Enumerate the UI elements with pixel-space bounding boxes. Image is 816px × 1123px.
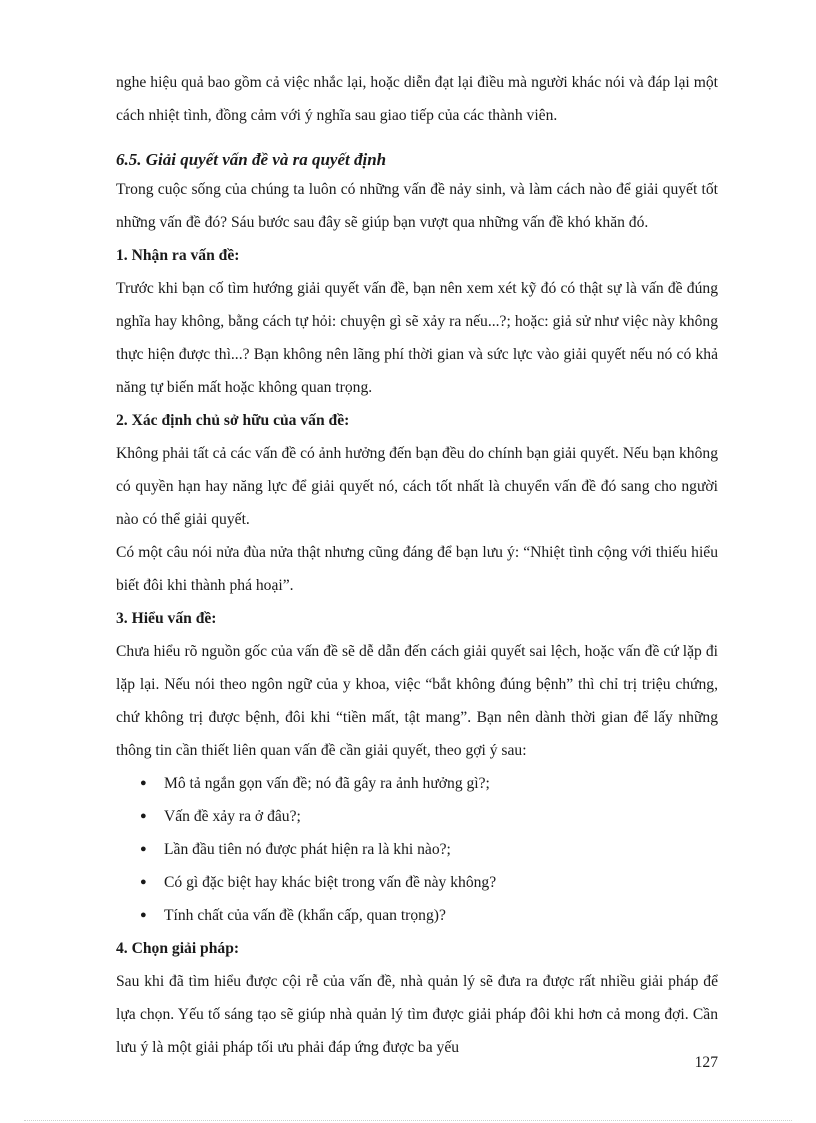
step3-bullet-list	[116, 767, 718, 932]
list-item-text: Tính chất của vấn đề (khẩn cấp, quan trọng)?	[164, 907, 446, 924]
step1-heading: 1. Nhận ra vấn đề:	[116, 247, 240, 264]
step2-heading: 2. Xác định chủ sở hữu của vấn đề:	[116, 412, 350, 429]
intro-paragraph: nghe hiệu quả bao gồm cả việc nhắc lại, hoặc diễn đạt lại điều mà người khác nói và đáp lại một cách nhiệt tình, đồng cảm với ý nghĩa sau giao tiếp của các thành viên.	[116, 74, 718, 124]
list-item-text: Vấn đề xảy ra ở đâu?;	[164, 808, 301, 825]
list-item	[140, 866, 718, 899]
bullet-icon: ●	[140, 909, 147, 921]
bullet-icon: ●	[140, 843, 147, 855]
bullet-icon: ●	[140, 876, 147, 888]
list-item-text: Lần đầu tiên nó được phát hiện ra là khi nào?;	[164, 841, 451, 858]
section-intro-paragraph: Trong cuộc sống của chúng ta luôn có những vấn đề nảy sinh, và làm cách nào để giải quyết tốt những vấn đề đó? Sáu bước sau đây sẽ giúp bạn vượt qua những vấn đề khó khăn đó.	[116, 181, 718, 231]
list-item	[140, 833, 718, 866]
list-item-text: Mô tả ngắn gọn vấn đề; nó đã gây ra ảnh hưởng gì?;	[164, 775, 490, 792]
step3-paragraph: Chưa hiểu rõ nguồn gốc của vấn đề sẽ dễ dẫn đến cách giải quyết sai lệch, hoặc vấn đề cứ lặp đi lặp lại. Nếu nói theo ngôn ngữ của y khoa, việc “bắt không đúng bệnh” thì chỉ trị triệu chứng, chứ không trị được bệnh, đôi khi “tiền mất, tật mang”. Bạn nên dành thời gian để lấy những thông tin cần thiết liên quan vấn đề cần giải quyết, theo gợi ý sau:	[116, 643, 718, 759]
bottom-divider	[24, 1120, 792, 1121]
list-item	[140, 899, 718, 932]
step4-paragraph: Sau khi đã tìm hiểu được cội rễ của vấn đề, nhà quản lý sẽ đưa ra được rất nhiều giải pháp để lựa chọn. Yếu tố sáng tạo sẽ giúp nhà quản lý tìm được giải pháp đôi khi hơn cả mong đợi. Cần lưu ý là một giải pháp tối ưu phải đáp ứng được ba yếu	[116, 973, 718, 1056]
step2-paragraph: Không phải tất cả các vấn đề có ảnh hưởng đến bạn đều do chính bạn giải quyết. Nếu bạn không có quyền hạn hay năng lực để giải quyết nó, cách tốt nhất là chuyển vấn đề đó sang cho người nào có thể giải quyết.	[116, 445, 718, 528]
list-item	[140, 767, 718, 800]
bullet-icon: ●	[140, 777, 147, 789]
list-item	[140, 800, 718, 833]
step3-heading: 3. Hiểu vấn đề:	[116, 610, 217, 627]
step4-heading: 4. Chọn giải pháp:	[116, 940, 240, 957]
bullet-icon: ●	[140, 810, 147, 822]
page-content	[116, 66, 718, 1064]
section-heading: 6.5. Giải quyết vấn đề và ra quyết định	[116, 150, 387, 169]
step1-paragraph: Trước khi bạn cố tìm hướng giải quyết vấn đề, bạn nên xem xét kỹ đó có thật sự là vấn đề đúng nghĩa hay không, bằng cách tự hỏi: chuyện gì sẽ xảy ra nếu...?; hoặc: giả sử như việc này không thực hiện được thì...? Bạn không nên lãng phí thời gian và sức lực vào giải quyết nếu nó có khả năng tự biến mất hoặc không quan trọng.	[116, 280, 718, 396]
step2-paragraph-quote: Có một câu nói nửa đùa nửa thật nhưng cũng đáng để bạn lưu ý: “Nhiệt tình cộng với thiếu hiểu biết đôi khi thành phá hoại”.	[116, 544, 718, 594]
page-number: 127	[694, 1054, 718, 1071]
list-item-text: Có gì đặc biệt hay khác biệt trong vấn đề này không?	[164, 874, 497, 891]
